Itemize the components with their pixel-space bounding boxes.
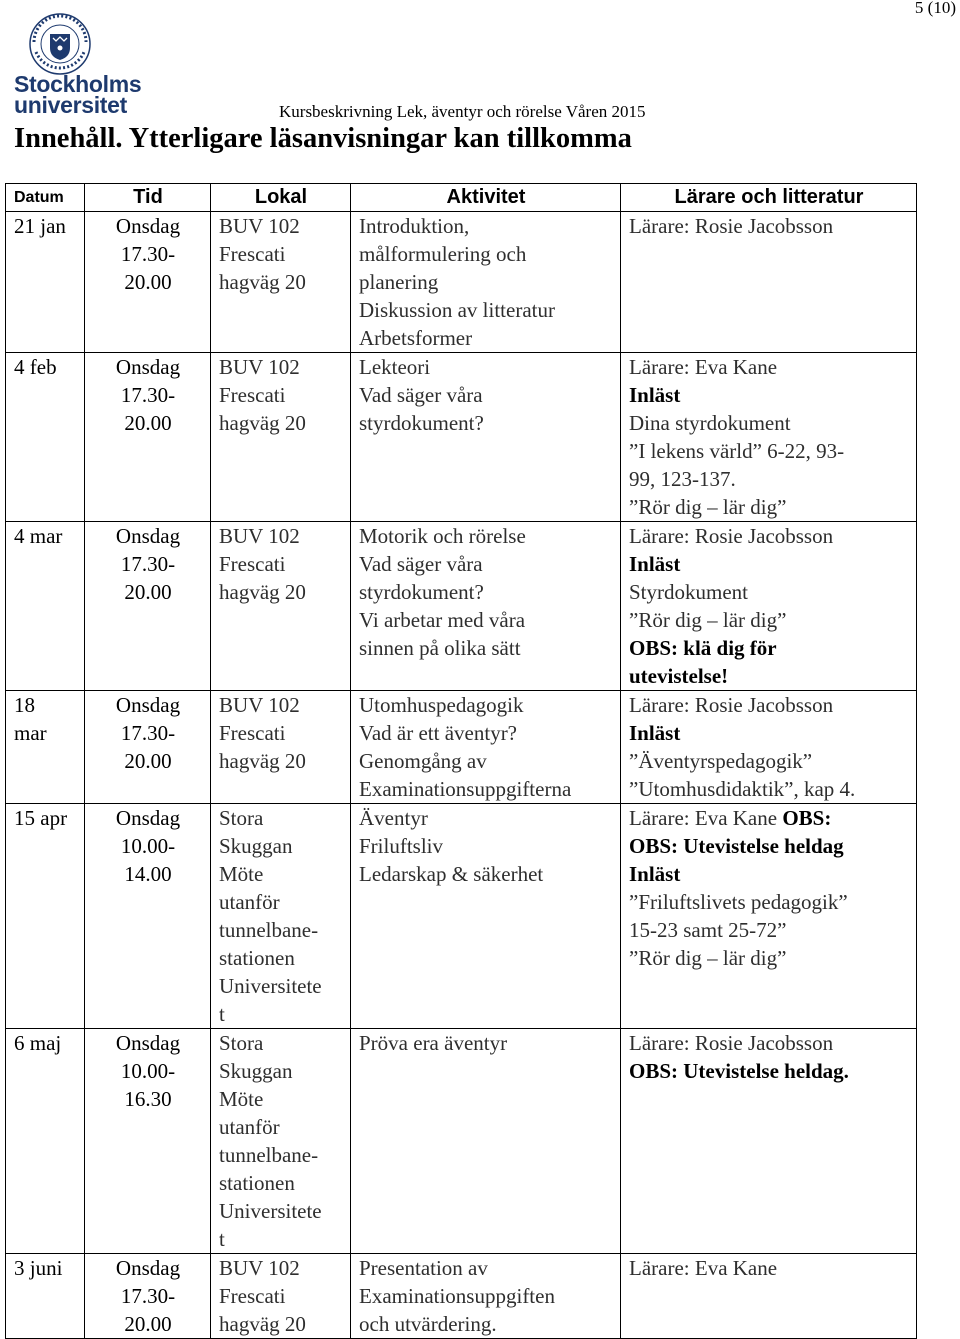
location-cell <box>211 1029 351 1254</box>
cell-line-text: utevistelse! <box>629 664 729 688</box>
university-logo <box>14 12 142 118</box>
cell-line <box>629 1254 909 1282</box>
activity-cell <box>351 353 621 522</box>
page-heading: Innehåll. Ytterligare läsanvisningar kan tillkomma <box>14 123 632 154</box>
cell-line: Frescati <box>219 242 286 266</box>
cell-line <box>629 747 909 775</box>
cell-line: 20.00 <box>124 1312 172 1336</box>
cell-line: Vad är ett äventyr? <box>359 721 518 745</box>
cell-line: 15 apr <box>14 806 68 830</box>
cell-line-text: Lärare: Eva Kane <box>629 355 778 379</box>
cell-line: stationen <box>219 1171 295 1195</box>
cell-line: 20.00 <box>124 749 172 773</box>
cell-line: målformulering och <box>359 242 527 266</box>
cell-line <box>629 775 909 803</box>
date-cell <box>6 353 85 522</box>
teacher-literature-cell <box>621 804 917 1029</box>
cell-line-text: ”Utomhusdidaktik”, kap 4. <box>629 777 856 801</box>
location-cell <box>211 804 351 1029</box>
header-aktivitet: Aktivitet <box>351 184 621 212</box>
cell-line: 21 jan <box>14 214 66 238</box>
cell-line: BUV 102 <box>219 524 300 548</box>
cell-line: 10.00- <box>120 834 176 858</box>
logo-line-2: universitet <box>14 92 128 118</box>
teacher-literature-cell <box>621 1029 917 1254</box>
cell-line-text: ”Rör dig – lär dig” <box>629 495 787 519</box>
cell-line <box>629 409 909 437</box>
cell-line <box>629 522 909 550</box>
cell-line-text: Lärare: Eva Kane <box>629 806 778 830</box>
cell-line: 18 <box>14 693 35 717</box>
cell-line: Onsdag <box>115 693 181 717</box>
cell-line: 17.30- <box>120 1284 176 1308</box>
date-cell <box>6 212 85 353</box>
cell-line: 3 juni <box>14 1256 63 1280</box>
logo-line-1: Stockholms <box>14 71 142 97</box>
cell-line-text: ”Rör dig – lär dig” <box>629 608 787 632</box>
cell-line: och utvärdering. <box>359 1312 497 1336</box>
activity-cell <box>351 1254 621 1339</box>
cell-line-text: OBS: klä dig för <box>629 636 777 660</box>
table-row <box>6 212 917 353</box>
cell-line-bold <box>629 662 909 690</box>
cell-line: Friluftsliv <box>359 834 444 858</box>
teacher-literature-cell <box>621 212 917 353</box>
cell-line <box>629 944 909 972</box>
time-cell <box>85 353 211 522</box>
cell-line: Onsdag <box>115 806 181 830</box>
cell-line-text: ”I lekens värld” 6-22, 93- <box>629 439 845 463</box>
cell-line-text: Inläst <box>629 862 681 886</box>
cell-line: Onsdag <box>115 524 181 548</box>
cell-line: Pröva era äventyr <box>359 1031 508 1055</box>
cell-line-text: Lärare: Rosie Jacobsson <box>629 1031 834 1055</box>
cell-line: utanför <box>219 1115 280 1139</box>
cell-line <box>629 493 909 521</box>
location-cell <box>211 212 351 353</box>
cell-line: t <box>219 1002 225 1026</box>
date-cell <box>6 691 85 804</box>
cell-line: 20.00 <box>124 411 172 435</box>
cell-line-text: Styrdokument <box>629 580 748 604</box>
cell-line: BUV 102 <box>219 355 300 379</box>
cell-line-bold <box>629 719 909 747</box>
table-row <box>6 1254 917 1339</box>
activity-cell <box>351 804 621 1029</box>
cell-line: styrdokument? <box>359 411 484 435</box>
teacher-literature-cell <box>621 1254 917 1339</box>
cell-line: Genomgång av <box>359 749 487 773</box>
cell-line: planering <box>359 270 439 294</box>
cell-line: hagväg 20 <box>219 270 306 294</box>
cell-line-text: Lärare: Rosie Jacobsson <box>629 524 834 548</box>
activity-cell <box>351 212 621 353</box>
time-cell <box>85 804 211 1029</box>
cell-line-bold <box>629 634 909 662</box>
cell-line <box>629 212 909 240</box>
cell-line: Examinationsuppgifterna <box>359 777 572 801</box>
cell-line: 16.30 <box>124 1087 172 1111</box>
cell-line: 17.30- <box>120 721 176 745</box>
cell-line-text: OBS: Utevistelse heldag. <box>629 1059 849 1083</box>
cell-line: 17.30- <box>120 242 176 266</box>
page-number: 5 (10) <box>914 0 956 17</box>
date-cell <box>6 1254 85 1339</box>
time-cell <box>85 212 211 353</box>
table-row <box>6 804 917 1029</box>
header-larare: Lärare och litteratur <box>621 184 917 212</box>
activity-cell <box>351 1029 621 1254</box>
cell-line: 20.00 <box>124 580 172 604</box>
teacher-literature-cell <box>621 353 917 522</box>
cell-line-text: Inläst <box>629 552 681 576</box>
cell-line-text: ”Friluftslivets pedagogik” <box>629 890 848 914</box>
cell-line: hagväg 20 <box>219 749 306 773</box>
teacher-literature-cell <box>621 691 917 804</box>
cell-line: Vad säger våra <box>359 383 483 407</box>
cell-line <box>629 916 909 944</box>
cell-line: tunnelbane- <box>219 1143 319 1167</box>
header-lokal: Lokal <box>211 184 351 212</box>
cell-line-bold <box>629 381 909 409</box>
cell-line: Skuggan <box>219 834 293 858</box>
cell-line <box>629 465 909 493</box>
cell-line: 17.30- <box>120 383 176 407</box>
cell-line: Frescati <box>219 721 286 745</box>
cell-line <box>629 353 909 381</box>
cell-line: sinnen på olika sätt <box>359 636 521 660</box>
cell-line <box>629 1029 909 1057</box>
cell-line: Onsdag <box>115 214 181 238</box>
cell-line: hagväg 20 <box>219 580 306 604</box>
course-header: Kursbeskrivning Lek, äventyr och rörelse Våren 2015 <box>279 102 646 121</box>
cell-line: Frescati <box>219 552 286 576</box>
cell-line: Stora <box>219 1031 264 1055</box>
cell-line-text: Inläst <box>629 383 681 407</box>
cell-line: hagväg 20 <box>219 411 306 435</box>
cell-line: utanför <box>219 890 280 914</box>
activity-cell <box>351 522 621 691</box>
teacher-literature-cell <box>621 522 917 691</box>
university-seal-icon <box>28 12 92 76</box>
cell-line: hagväg 20 <box>219 1312 306 1336</box>
location-cell <box>211 1254 351 1339</box>
cell-line: BUV 102 <box>219 1256 300 1280</box>
cell-line-bold <box>629 860 909 888</box>
cell-line: 6 maj <box>14 1031 62 1055</box>
table-row <box>6 353 917 522</box>
cell-line: Introduktion, <box>359 214 470 238</box>
cell-line: Stora <box>219 806 264 830</box>
cell-line: 14.00 <box>124 862 172 886</box>
cell-line-text: 99, 123-137. <box>629 467 736 491</box>
cell-line: Lekteori <box>359 355 431 379</box>
cell-line: Utomhuspedagogik <box>359 693 524 717</box>
cell-line-bold <box>629 832 909 860</box>
cell-line: mar <box>14 721 47 745</box>
cell-line: Examinationsuppgiften <box>359 1284 555 1308</box>
cell-line <box>629 606 909 634</box>
cell-line <box>629 437 909 465</box>
table-row <box>6 522 917 691</box>
cell-line <box>629 804 909 832</box>
cell-line-text: 15-23 samt 25-72” <box>629 918 787 942</box>
cell-line: 4 mar <box>14 524 63 548</box>
cell-line: Universitete <box>219 1199 322 1223</box>
cell-line <box>629 578 909 606</box>
cell-line: Universitete <box>219 974 322 998</box>
cell-line: Arbetsformer <box>359 326 473 350</box>
location-cell <box>211 691 351 804</box>
schedule-body <box>6 212 917 1339</box>
cell-line: Vad säger våra <box>359 552 483 576</box>
cell-line <box>629 888 909 916</box>
cell-line: Frescati <box>219 383 286 407</box>
cell-line-suffix: OBS: <box>777 806 832 830</box>
time-cell <box>85 1254 211 1339</box>
cell-line: Presentation av <box>359 1256 488 1280</box>
cell-line-bold <box>629 550 909 578</box>
time-cell <box>85 1029 211 1254</box>
cell-line: Äventyr <box>359 806 428 830</box>
cell-line-text: OBS: Utevistelse heldag <box>629 834 844 858</box>
cell-line: Ledarskap & säkerhet <box>359 862 544 886</box>
header-tid: Tid <box>85 184 211 212</box>
cell-line: 17.30- <box>120 552 176 576</box>
time-cell <box>85 522 211 691</box>
cell-line-text: Lärare: Rosie Jacobsson <box>629 214 834 238</box>
cell-line: 4 feb <box>14 355 57 379</box>
cell-line: Möte <box>219 1087 264 1111</box>
activity-cell <box>351 691 621 804</box>
cell-line: Onsdag <box>115 1031 181 1055</box>
cell-line: Möte <box>219 862 264 886</box>
cell-line-text: ”Äventyrspedagogik” <box>629 749 813 773</box>
cell-line: Diskussion av litteratur <box>359 298 555 322</box>
cell-line: Onsdag <box>115 1256 181 1280</box>
cell-line: t <box>219 1227 225 1251</box>
cell-line-text: Inläst <box>629 721 681 745</box>
cell-line: styrdokument? <box>359 580 484 604</box>
cell-line: 20.00 <box>124 270 172 294</box>
cell-line: tunnelbane- <box>219 918 319 942</box>
cell-line-text: ”Rör dig – lär dig” <box>629 946 787 970</box>
cell-line: 10.00- <box>120 1059 176 1083</box>
cell-line-text: Dina styrdokument <box>629 411 791 435</box>
cell-line: Frescati <box>219 1284 286 1308</box>
cell-line-text: Lärare: Eva Kane <box>629 1256 778 1280</box>
date-cell <box>6 1029 85 1254</box>
cell-line: stationen <box>219 946 295 970</box>
cell-line: Onsdag <box>115 355 181 379</box>
schedule-table <box>5 183 917 1339</box>
cell-line: BUV 102 <box>219 214 300 238</box>
cell-line-bold <box>629 1057 909 1085</box>
cell-line <box>629 691 909 719</box>
header-datum: Datum <box>6 184 85 212</box>
date-cell <box>6 804 85 1029</box>
table-header-row <box>6 184 917 212</box>
cell-line: Skuggan <box>219 1059 293 1083</box>
cell-line: Motorik och rörelse <box>359 524 526 548</box>
table-row <box>6 1029 917 1254</box>
location-cell <box>211 522 351 691</box>
time-cell <box>85 691 211 804</box>
cell-line: BUV 102 <box>219 693 300 717</box>
date-cell <box>6 522 85 691</box>
table-row <box>6 691 917 804</box>
cell-line-text: Lärare: Rosie Jacobsson <box>629 693 834 717</box>
cell-line: Vi arbetar med våra <box>359 608 526 632</box>
logo-wordmark <box>14 71 144 118</box>
location-cell <box>211 353 351 522</box>
